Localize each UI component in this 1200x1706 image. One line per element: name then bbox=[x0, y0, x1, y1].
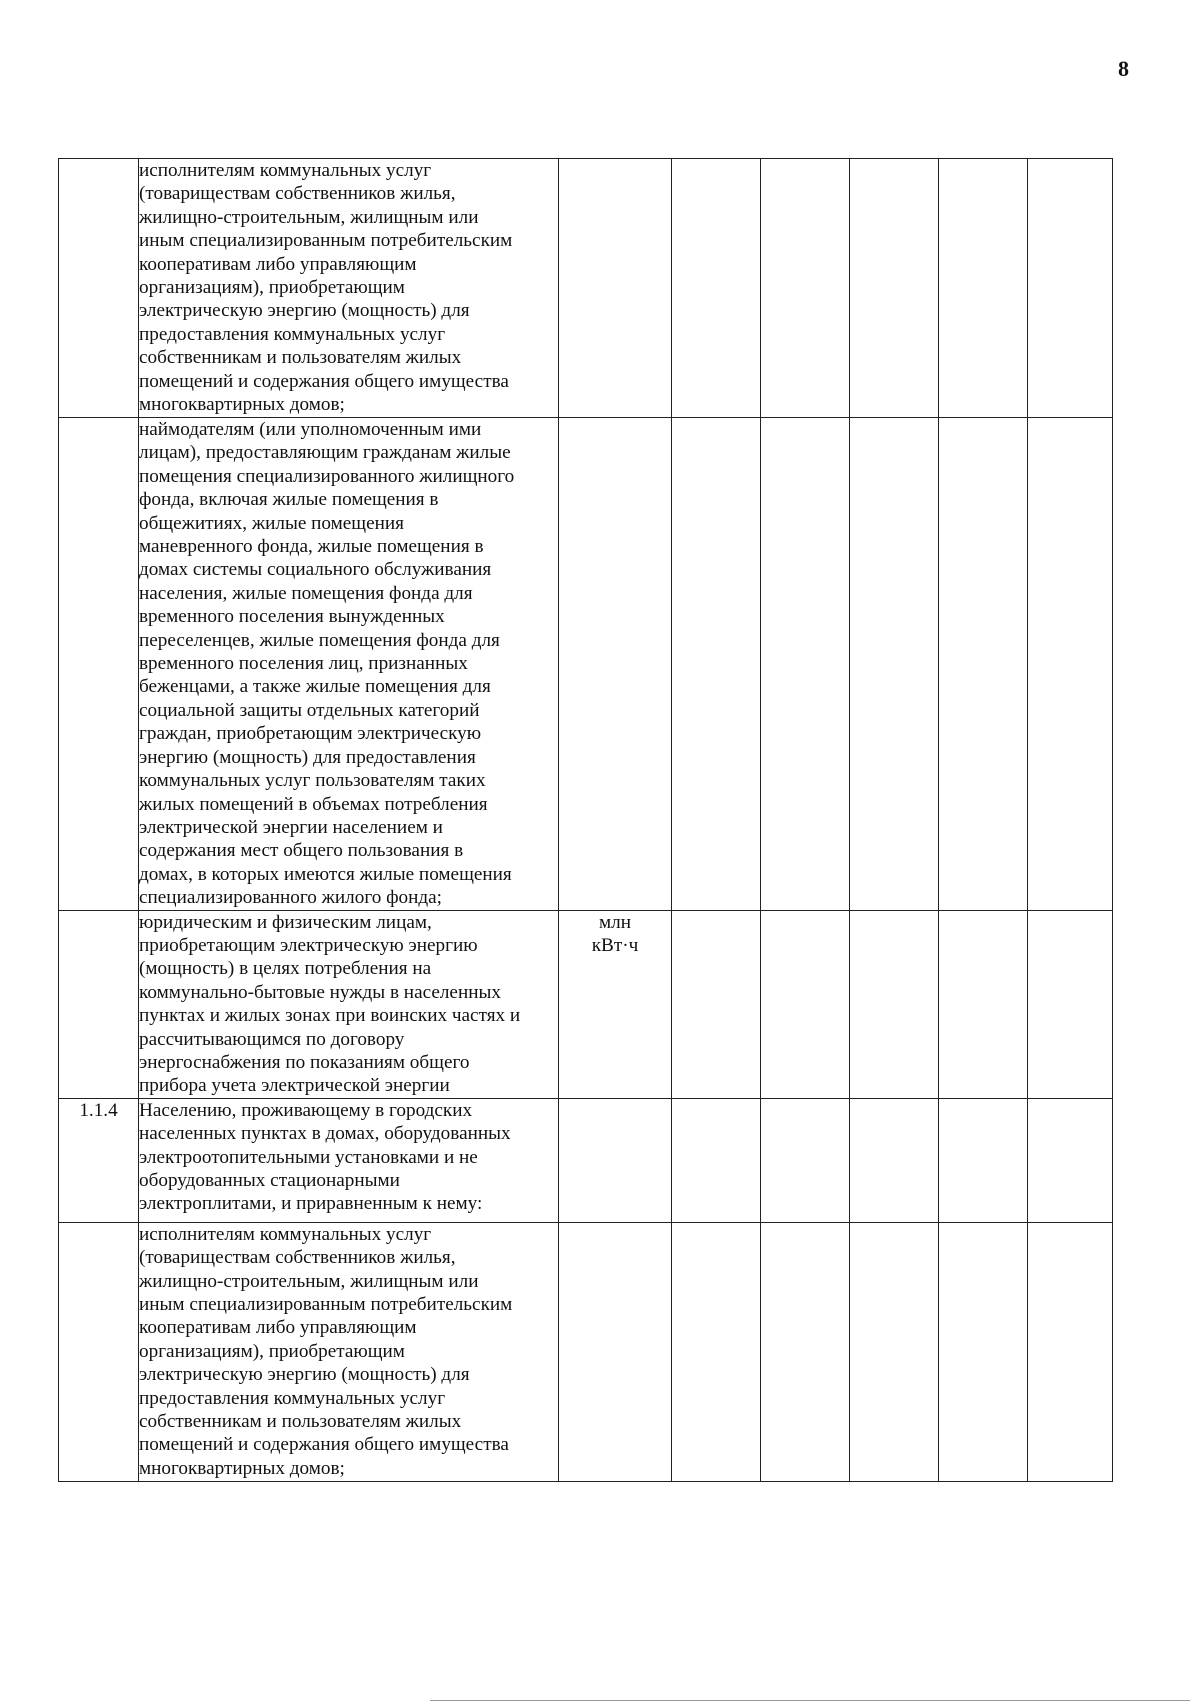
row-description: наймодателям (или уполномоченным ими лицам), предоставляющим гражданам жилые помещения специализированного жилищного фонда, включая жилые помещения в общежитиях, жилые помещения маневренного фонда, жилые помещения в домах системы социального обслуживания населения, жилые помещения фонда для временного поселения вынужденных переселенцев, жилые помещения фонда для временного поселения лиц, признанных беженцами, а также жилые помещения для социальной защиты отдельных категорий граждан, приобретающим электрическую энергию (мощность) для предоставления коммунальных услуг пользователям таких жилых помещений в объемах потребления электрической энергии населением и содержания мест общего пользования в домах, в которых имеются жилые помещения специализированного жилого фонда; bbox=[139, 418, 559, 911]
table-row bbox=[59, 418, 1113, 911]
table-cell bbox=[1028, 159, 1113, 418]
table-cell bbox=[672, 1222, 761, 1481]
tariff-table bbox=[58, 158, 1113, 1482]
table-cell bbox=[850, 1222, 939, 1481]
row-number: 1.1.4 bbox=[59, 1098, 139, 1222]
table-cell bbox=[672, 159, 761, 418]
table-cell bbox=[939, 159, 1028, 418]
row-description: исполнителям коммунальных услуг (товариществам собственников жилья, жилищно-строительным, жилищным или иным специализированным потребительским кооперативам либо управляющим организациям), приобретающим электрическую энергию (мощность) для предоставления коммунальных услуг собственникам и пользователям жилых помещений и содержания общего имущества многоквартирных домов; bbox=[139, 159, 559, 418]
table-cell bbox=[1028, 418, 1113, 911]
table-cell bbox=[761, 910, 850, 1098]
page-number: 8 bbox=[1118, 56, 1129, 81]
table-cell bbox=[939, 910, 1028, 1098]
table-row bbox=[59, 159, 1113, 418]
row-number bbox=[59, 159, 139, 418]
row-number bbox=[59, 418, 139, 911]
scan-edge-line bbox=[430, 1700, 1190, 1701]
table-row bbox=[59, 1098, 1113, 1222]
row-unit bbox=[559, 418, 672, 911]
row-unit bbox=[559, 159, 672, 418]
row-description: исполнителям коммунальных услуг (товариществам собственников жилья, жилищно-строительным, жилищным или иным специализированным потребительским кооперативам либо управляющим организациям), приобретающим электрическую энергию (мощность) для предоставления коммунальных услуг собственникам и пользователям жилых помещений и содержания общего имущества многоквартирных домов; bbox=[139, 1222, 559, 1481]
table-cell bbox=[672, 418, 761, 911]
row-number bbox=[59, 1222, 139, 1481]
table-cell bbox=[1028, 1222, 1113, 1481]
table-cell bbox=[761, 1098, 850, 1222]
table-cell bbox=[672, 910, 761, 1098]
table-row bbox=[59, 910, 1113, 1098]
table-cell bbox=[939, 1222, 1028, 1481]
table-cell bbox=[761, 1222, 850, 1481]
row-description: юридическим и физическим лицам, приобретающим электрическую энергию (мощность) в целях потребления на коммунально-бытовые нужды в населенных пунктах и жилых зонах при воинских частях и рассчитывающимся по договору энергоснабжения по показаниям общего прибора учета электрической энергии bbox=[139, 910, 559, 1098]
table-cell bbox=[850, 910, 939, 1098]
row-unit bbox=[559, 1222, 672, 1481]
table-cell bbox=[850, 1098, 939, 1222]
table-cell bbox=[939, 1098, 1028, 1222]
table-cell bbox=[850, 159, 939, 418]
table-cell bbox=[1028, 1098, 1113, 1222]
table-row bbox=[59, 1222, 1113, 1481]
table-cell bbox=[672, 1098, 761, 1222]
row-unit: млн кВт·ч bbox=[559, 910, 672, 1098]
row-unit bbox=[559, 1098, 672, 1222]
row-description: Населению, проживающему в городских населенных пунктах в домах, оборудованных электроотопительными установками и не оборудованных стационарными электроплитами, и приравненным к нему: bbox=[139, 1098, 559, 1222]
table-cell bbox=[850, 418, 939, 911]
table-cell bbox=[939, 418, 1028, 911]
table-cell bbox=[1028, 910, 1113, 1098]
row-number bbox=[59, 910, 139, 1098]
table-cell bbox=[761, 159, 850, 418]
table-cell bbox=[761, 418, 850, 911]
